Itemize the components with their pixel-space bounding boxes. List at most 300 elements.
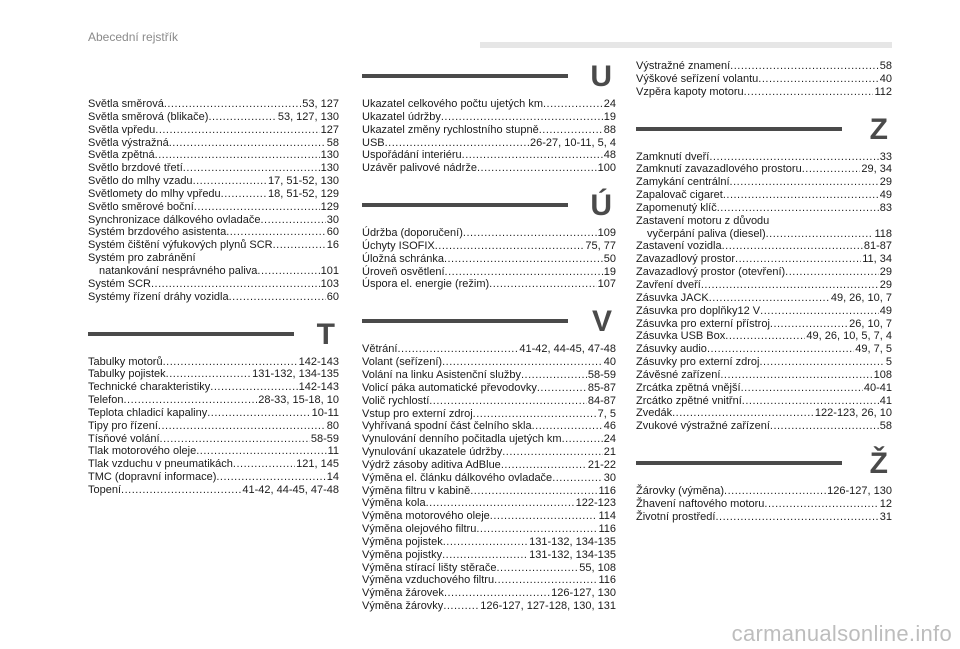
dot-leader xyxy=(233,458,295,471)
entry-pages: 103 xyxy=(320,277,339,290)
entry-pages: 122-123 xyxy=(575,497,616,510)
entry-term: Zamykání centrální xyxy=(636,176,730,189)
index-section-Ž xyxy=(636,447,892,524)
dot-leader xyxy=(443,600,479,613)
entry-pages: 84-87 xyxy=(587,394,616,407)
entry-pages: 55, 108 xyxy=(579,561,616,574)
index-entry xyxy=(362,472,616,485)
entry-pages: 81-87 xyxy=(863,240,892,253)
dot-leader xyxy=(758,73,878,86)
entry-pages: 126-127, 130 xyxy=(551,587,616,600)
section-letter: Ž xyxy=(869,447,888,481)
dot-leader xyxy=(226,226,326,239)
index-entry xyxy=(362,523,616,536)
index-entry xyxy=(362,111,616,124)
entry-pages: 29 xyxy=(879,176,892,189)
index-entry xyxy=(88,368,339,381)
section-heading xyxy=(362,60,616,98)
entry-term: Zásuvky pro externí zdroj xyxy=(636,356,760,369)
entry-term: Zrcátka zpětná vnější xyxy=(636,381,741,394)
entry-pages: 49, 7, 5 xyxy=(855,343,892,356)
entry-pages: 29 xyxy=(879,266,892,279)
entry-pages: 58 xyxy=(326,136,339,149)
dot-leader xyxy=(194,201,320,214)
index-entry xyxy=(362,446,616,459)
entry-term: Tabulky pojistek xyxy=(88,368,166,381)
entry-pages: 80 xyxy=(326,419,339,432)
dot-leader xyxy=(709,151,878,164)
dot-leader xyxy=(442,549,528,562)
dot-leader xyxy=(158,420,326,433)
entry-pages: 131-132, 134-135 xyxy=(252,368,339,381)
entry-term: Vynulování denního počitadla ujetých km xyxy=(362,433,562,446)
entry-pages: 21 xyxy=(603,446,616,459)
entry-term: Vstup pro externí zdroj xyxy=(362,407,473,420)
entry-pages: 40-41 xyxy=(863,381,892,394)
index-entry xyxy=(636,151,892,164)
watermark: carmanualsonline.info xyxy=(731,621,952,646)
index-entry xyxy=(88,214,339,227)
entry-term: Životní prostředí xyxy=(636,510,716,523)
dot-leader xyxy=(216,471,325,484)
entry-pages: 49 xyxy=(879,189,892,202)
index-section-V xyxy=(362,305,616,613)
index-section-T xyxy=(88,318,339,497)
index-entry xyxy=(636,369,892,382)
dot-leader xyxy=(444,587,550,600)
entry-pages: 126-127, 130 xyxy=(827,485,892,498)
entry-term: Ukazatel celkového počtu ujetých km xyxy=(362,98,543,110)
index-entry xyxy=(362,137,616,150)
dot-leader xyxy=(443,536,528,549)
dot-leader xyxy=(709,292,830,305)
entry-term: Žárovky (výměna) xyxy=(636,485,725,498)
entry-pages: 112 xyxy=(874,85,892,98)
section-heading xyxy=(362,305,616,343)
entry-term: Výměna pojistky xyxy=(362,548,443,561)
index-entry xyxy=(636,356,892,369)
dot-leader xyxy=(121,484,241,497)
entry-term: Úroveň osvětlení xyxy=(362,265,445,278)
dot-leader xyxy=(442,356,603,369)
entry-term: Zamknutí zavazadlového prostoru xyxy=(636,163,802,176)
index-entry xyxy=(88,471,339,484)
dot-leader xyxy=(473,408,597,421)
entry-pages: 10-11 xyxy=(311,406,339,419)
index-entry xyxy=(362,240,616,253)
section-rule xyxy=(362,203,568,207)
dot-leader xyxy=(155,124,319,137)
section-rule xyxy=(636,461,842,465)
section-heading xyxy=(636,113,892,151)
dot-leader xyxy=(196,445,326,458)
dot-leader xyxy=(785,266,879,279)
dot-leader xyxy=(426,497,575,510)
entry-pages: 127 xyxy=(320,123,339,136)
entry-pages: 130 xyxy=(320,149,339,162)
index-entry xyxy=(362,574,616,587)
entry-term: Světla směrová xyxy=(88,98,164,110)
index-entry xyxy=(88,278,339,291)
dot-leader xyxy=(543,98,603,111)
entry-term: Údržba (doporučení) xyxy=(362,227,463,240)
entry-pages: 109 xyxy=(597,227,616,240)
index-entry xyxy=(636,73,892,86)
entry-term: Tabulky motorů xyxy=(88,355,163,368)
index-entry xyxy=(362,369,616,382)
index-entry xyxy=(362,253,616,266)
section-heading xyxy=(636,447,892,485)
entry-term: Systém brzdového asistenta xyxy=(88,226,227,239)
dot-leader xyxy=(207,407,310,420)
entry-term: Výměna olejového filtru xyxy=(362,523,477,536)
index-entry xyxy=(362,382,616,395)
dot-leader xyxy=(441,111,603,124)
dot-leader xyxy=(494,574,597,587)
dot-leader xyxy=(470,485,597,498)
index-entry xyxy=(362,497,616,510)
index-section-Z xyxy=(636,113,892,434)
index-section-U xyxy=(362,60,616,175)
dot-leader xyxy=(770,318,848,331)
dot-leader xyxy=(183,162,320,175)
entry-pages: 26-27, 10-11, 5, 4 xyxy=(529,136,616,149)
entry-pages: 85-87 xyxy=(587,381,616,394)
entry-pages: 53, 127, 130 xyxy=(277,110,339,123)
entry-pages: 24 xyxy=(603,98,616,110)
entry-term: Ukazatel údržby xyxy=(362,110,441,123)
index-entry xyxy=(362,510,616,523)
entry-term: Volič rychlostí xyxy=(362,394,430,407)
index-entry xyxy=(636,176,892,189)
entry-pages: 58-59 xyxy=(587,368,616,381)
entry-term: Výměna pojistek xyxy=(362,535,443,548)
entry-term: Výměna motorového oleje xyxy=(362,510,490,523)
dot-leader xyxy=(151,278,320,291)
index-entry xyxy=(362,587,616,600)
index-column-2 xyxy=(362,60,616,613)
index-entry xyxy=(88,291,339,304)
entry-pages: 108 xyxy=(873,368,892,381)
dot-leader xyxy=(707,343,854,356)
section-letter: Z xyxy=(869,112,888,146)
entry-list xyxy=(362,227,616,291)
entry-term: Světla vpředu xyxy=(88,123,156,136)
entry-pages: 5 xyxy=(885,356,892,369)
entry-pages: 88 xyxy=(603,123,616,136)
entry-pages: 7, 5 xyxy=(597,407,616,420)
index-section xyxy=(636,60,892,99)
entry-term: Topení xyxy=(88,483,122,496)
dot-leader xyxy=(155,149,320,162)
entry-term: Závěsné zařízení xyxy=(636,368,721,381)
entry-term: Výměna filtru v kabině xyxy=(362,484,471,497)
dot-leader xyxy=(260,214,325,227)
dot-leader xyxy=(193,175,267,188)
dot-leader xyxy=(722,240,863,253)
dot-leader xyxy=(169,137,326,150)
entry-term: Teplota chladicí kapaliny xyxy=(88,406,208,419)
index-entry xyxy=(636,330,892,343)
entry-pages: 48 xyxy=(603,149,616,162)
entry-pages: 40 xyxy=(603,356,616,369)
entry-pages: 31 xyxy=(879,510,892,523)
entry-term: Vyhřívaná spodní část čelního skla xyxy=(362,420,532,433)
entry-term: Systém čištění výfukových plynů SCR xyxy=(88,239,273,252)
index-entry xyxy=(88,445,339,458)
entry-term: Větrání xyxy=(362,343,398,356)
index-entry xyxy=(88,226,339,239)
page-title: Abecední rejstřík xyxy=(88,30,179,44)
entry-pages: 12 xyxy=(879,497,892,510)
entry-pages: 28-33, 15-18, 10 xyxy=(258,394,339,407)
entry-term: Vynulování ukazatele údržby xyxy=(362,446,503,459)
entry-term: Světla směrová (blikače) xyxy=(88,110,209,123)
entry-pages: 60 xyxy=(326,290,339,303)
dot-leader xyxy=(766,228,874,241)
entry-pages: 131-132, 134-135 xyxy=(529,548,616,561)
entry-pages: 24 xyxy=(603,433,616,446)
entry-term: vyčerpání paliva (diesel) xyxy=(647,227,766,240)
entry-pages: 101 xyxy=(320,264,339,277)
index-entry xyxy=(636,292,892,305)
entry-term: Systém SCR xyxy=(88,277,151,290)
entry-pages: 131-132, 134-135 xyxy=(529,535,616,548)
entry-pages: 142-143 xyxy=(298,381,339,394)
dot-leader xyxy=(741,382,863,395)
entry-term: Tlak motorového oleje xyxy=(88,445,197,458)
entry-term: Úchyty ISOFIX xyxy=(362,239,435,252)
index-entry xyxy=(362,149,616,162)
dot-leader xyxy=(497,562,579,575)
dot-leader xyxy=(208,111,276,124)
index-entry xyxy=(636,60,892,73)
entry-term: Zvedák xyxy=(636,407,673,420)
entry-term: Zapomenutý klíč xyxy=(636,201,717,214)
dot-leader xyxy=(502,446,603,459)
dot-leader xyxy=(477,162,597,175)
entry-pages: 11 xyxy=(327,445,339,458)
index-entry xyxy=(88,201,339,214)
entry-term: Volání na linku Asistenční služby xyxy=(362,368,521,381)
index-entry xyxy=(88,149,339,162)
dot-leader xyxy=(701,279,879,292)
index-column-1 xyxy=(88,98,339,497)
dot-leader xyxy=(164,98,301,111)
entry-term: Tipy pro řízení xyxy=(88,419,158,432)
entry-pages: 121, 145 xyxy=(296,458,339,471)
index-entry xyxy=(636,382,892,395)
dot-leader xyxy=(802,163,861,176)
entry-pages: 29 xyxy=(879,278,892,291)
dot-leader xyxy=(672,407,814,420)
entry-pages: 11, 34 xyxy=(862,253,892,266)
dot-leader xyxy=(501,459,587,472)
dot-leader xyxy=(221,188,267,201)
dot-leader xyxy=(490,510,598,523)
index-section xyxy=(88,98,339,304)
index-entry xyxy=(362,600,616,613)
entry-term: Zamknutí dveří xyxy=(636,150,710,163)
section-letter: T xyxy=(316,317,335,351)
index-entry xyxy=(636,407,892,420)
index-entry xyxy=(88,407,339,420)
dot-leader xyxy=(210,381,297,394)
index-entry xyxy=(362,408,616,421)
index-entry xyxy=(636,305,892,318)
entry-list xyxy=(88,356,339,497)
dot-leader xyxy=(720,369,872,382)
entry-pages: 122-123, 26, 10 xyxy=(814,407,892,420)
index-section-Ú xyxy=(362,189,616,291)
entry-term: Uspořádání interiéru xyxy=(362,149,462,162)
dot-leader xyxy=(715,511,878,524)
index-column-3 xyxy=(636,60,892,524)
entry-pages: 58 xyxy=(879,60,892,72)
index-entry xyxy=(362,395,616,408)
entry-list xyxy=(636,60,892,99)
entry-pages: 40 xyxy=(879,72,892,85)
entry-term: Výměna vzduchového filtru xyxy=(362,574,495,587)
entry-pages: 46 xyxy=(603,420,616,433)
dot-leader xyxy=(462,149,603,162)
entry-term: Zavazadlový prostor (otevření) xyxy=(636,266,786,279)
entry-pages: 116 xyxy=(598,574,616,587)
dot-leader xyxy=(463,227,597,240)
index-entry xyxy=(88,98,339,111)
entry-pages: 19 xyxy=(603,265,616,278)
header-bar xyxy=(480,42,892,48)
entry-term: Zásuvka JACK xyxy=(636,291,709,304)
dot-leader xyxy=(489,278,596,291)
section-letter: Ú xyxy=(590,189,612,223)
entry-pages: 130 xyxy=(320,162,339,175)
dot-leader xyxy=(163,356,298,369)
index-entry xyxy=(88,381,339,394)
dot-leader xyxy=(476,523,597,536)
entry-pages: 118 xyxy=(874,227,892,240)
index-entry xyxy=(636,318,892,331)
entry-pages: 18, 51-52, 129 xyxy=(268,187,339,200)
index-entry xyxy=(88,394,339,407)
entry-pages: 29, 34 xyxy=(861,163,892,176)
index-entry xyxy=(88,137,339,150)
dot-leader xyxy=(445,266,603,279)
entry-pages: 114 xyxy=(598,510,616,523)
entry-term: Technické charakteristiky xyxy=(88,381,211,394)
dot-leader xyxy=(744,86,874,99)
index-entry xyxy=(362,433,616,446)
entry-term: Systém pro zabránění xyxy=(88,252,196,265)
index-entry xyxy=(362,266,616,279)
entry-term: USB xyxy=(362,136,385,149)
index-entry xyxy=(362,459,616,472)
dot-leader xyxy=(273,239,326,252)
dot-leader xyxy=(725,330,805,343)
entry-pages: 58 xyxy=(879,420,892,433)
entry-term: Zastavení motoru z důvodu xyxy=(636,214,770,227)
dot-leader xyxy=(760,356,885,369)
entry-term: Zastavení vozidla xyxy=(636,240,722,253)
entry-pages: 100 xyxy=(597,162,616,175)
dot-leader xyxy=(764,498,878,511)
entry-term: Uzávěr palivové nádrže xyxy=(362,162,477,175)
entry-term: Světla zpětná xyxy=(88,149,155,162)
index-entry xyxy=(88,124,339,137)
dot-leader xyxy=(166,368,251,381)
entry-list xyxy=(636,485,892,524)
section-heading xyxy=(362,189,616,227)
dot-leader xyxy=(539,124,603,137)
entry-pages: 83 xyxy=(879,201,892,214)
entry-term: Volicí páka automatické převodovky xyxy=(362,381,537,394)
index-entry xyxy=(88,420,339,433)
index-entry xyxy=(636,253,892,266)
index-entry xyxy=(636,498,892,511)
dot-leader xyxy=(160,433,310,446)
index-entry xyxy=(362,549,616,562)
entry-pages: 41-42, 44-45, 47-48 xyxy=(242,483,339,496)
entry-term: Výměna stírací lišty stěrače xyxy=(362,561,497,574)
index-entry xyxy=(362,485,616,498)
entry-pages: 41-42, 44-45, 47-48 xyxy=(519,343,616,356)
entry-term: Zásuvka pro externí přístroj xyxy=(636,317,770,330)
entry-pages: 33 xyxy=(879,150,892,163)
index-entry xyxy=(88,239,339,252)
entry-term: natankování nesprávného paliva xyxy=(99,264,258,277)
index-entry xyxy=(362,356,616,369)
index-entry xyxy=(362,124,616,137)
entry-term: Volant (seřízení) xyxy=(362,356,443,369)
index-entry xyxy=(88,175,339,188)
dot-leader xyxy=(760,305,879,318)
dot-leader xyxy=(123,394,257,407)
dot-leader xyxy=(257,265,319,278)
index-entry xyxy=(636,228,892,241)
index-entry xyxy=(636,202,892,215)
entry-term: Světlo směrové boční xyxy=(88,200,194,213)
index-entry xyxy=(362,278,616,291)
dot-leader xyxy=(735,253,861,266)
dot-leader xyxy=(521,369,587,382)
entry-pages: 16 xyxy=(326,239,339,252)
entry-term: Žhavení naftového motoru xyxy=(636,497,765,510)
entry-term: Zásuvky audio xyxy=(636,343,707,356)
dot-leader xyxy=(724,485,826,498)
entry-pages: 126-127, 127-128, 130, 131 xyxy=(480,600,616,613)
index-entry xyxy=(362,536,616,549)
entry-term: Zrcátko zpětné vnitřní xyxy=(636,394,742,407)
section-heading xyxy=(88,318,339,356)
entry-term: Světlomety do mlhy vpředu xyxy=(88,187,221,200)
entry-term: Výměna žárovky xyxy=(362,600,444,613)
index-entry xyxy=(636,240,892,253)
dot-leader xyxy=(552,472,603,485)
entry-term: Světla výstražná xyxy=(88,136,169,149)
entry-term: Úložná schránka xyxy=(362,252,444,265)
entry-term: TMC (dopravní informace) xyxy=(88,471,217,484)
dot-leader xyxy=(435,240,585,253)
index-entry xyxy=(636,511,892,524)
index-entry xyxy=(362,98,616,111)
index-entry xyxy=(88,356,339,369)
index-entry xyxy=(362,343,616,356)
entry-term: Výstražné znamení xyxy=(636,60,731,72)
dot-leader xyxy=(385,137,529,150)
index-entry xyxy=(88,458,339,471)
entry-pages: 49 xyxy=(879,304,892,317)
entry-term: Zásuvka USB Box xyxy=(636,330,726,343)
